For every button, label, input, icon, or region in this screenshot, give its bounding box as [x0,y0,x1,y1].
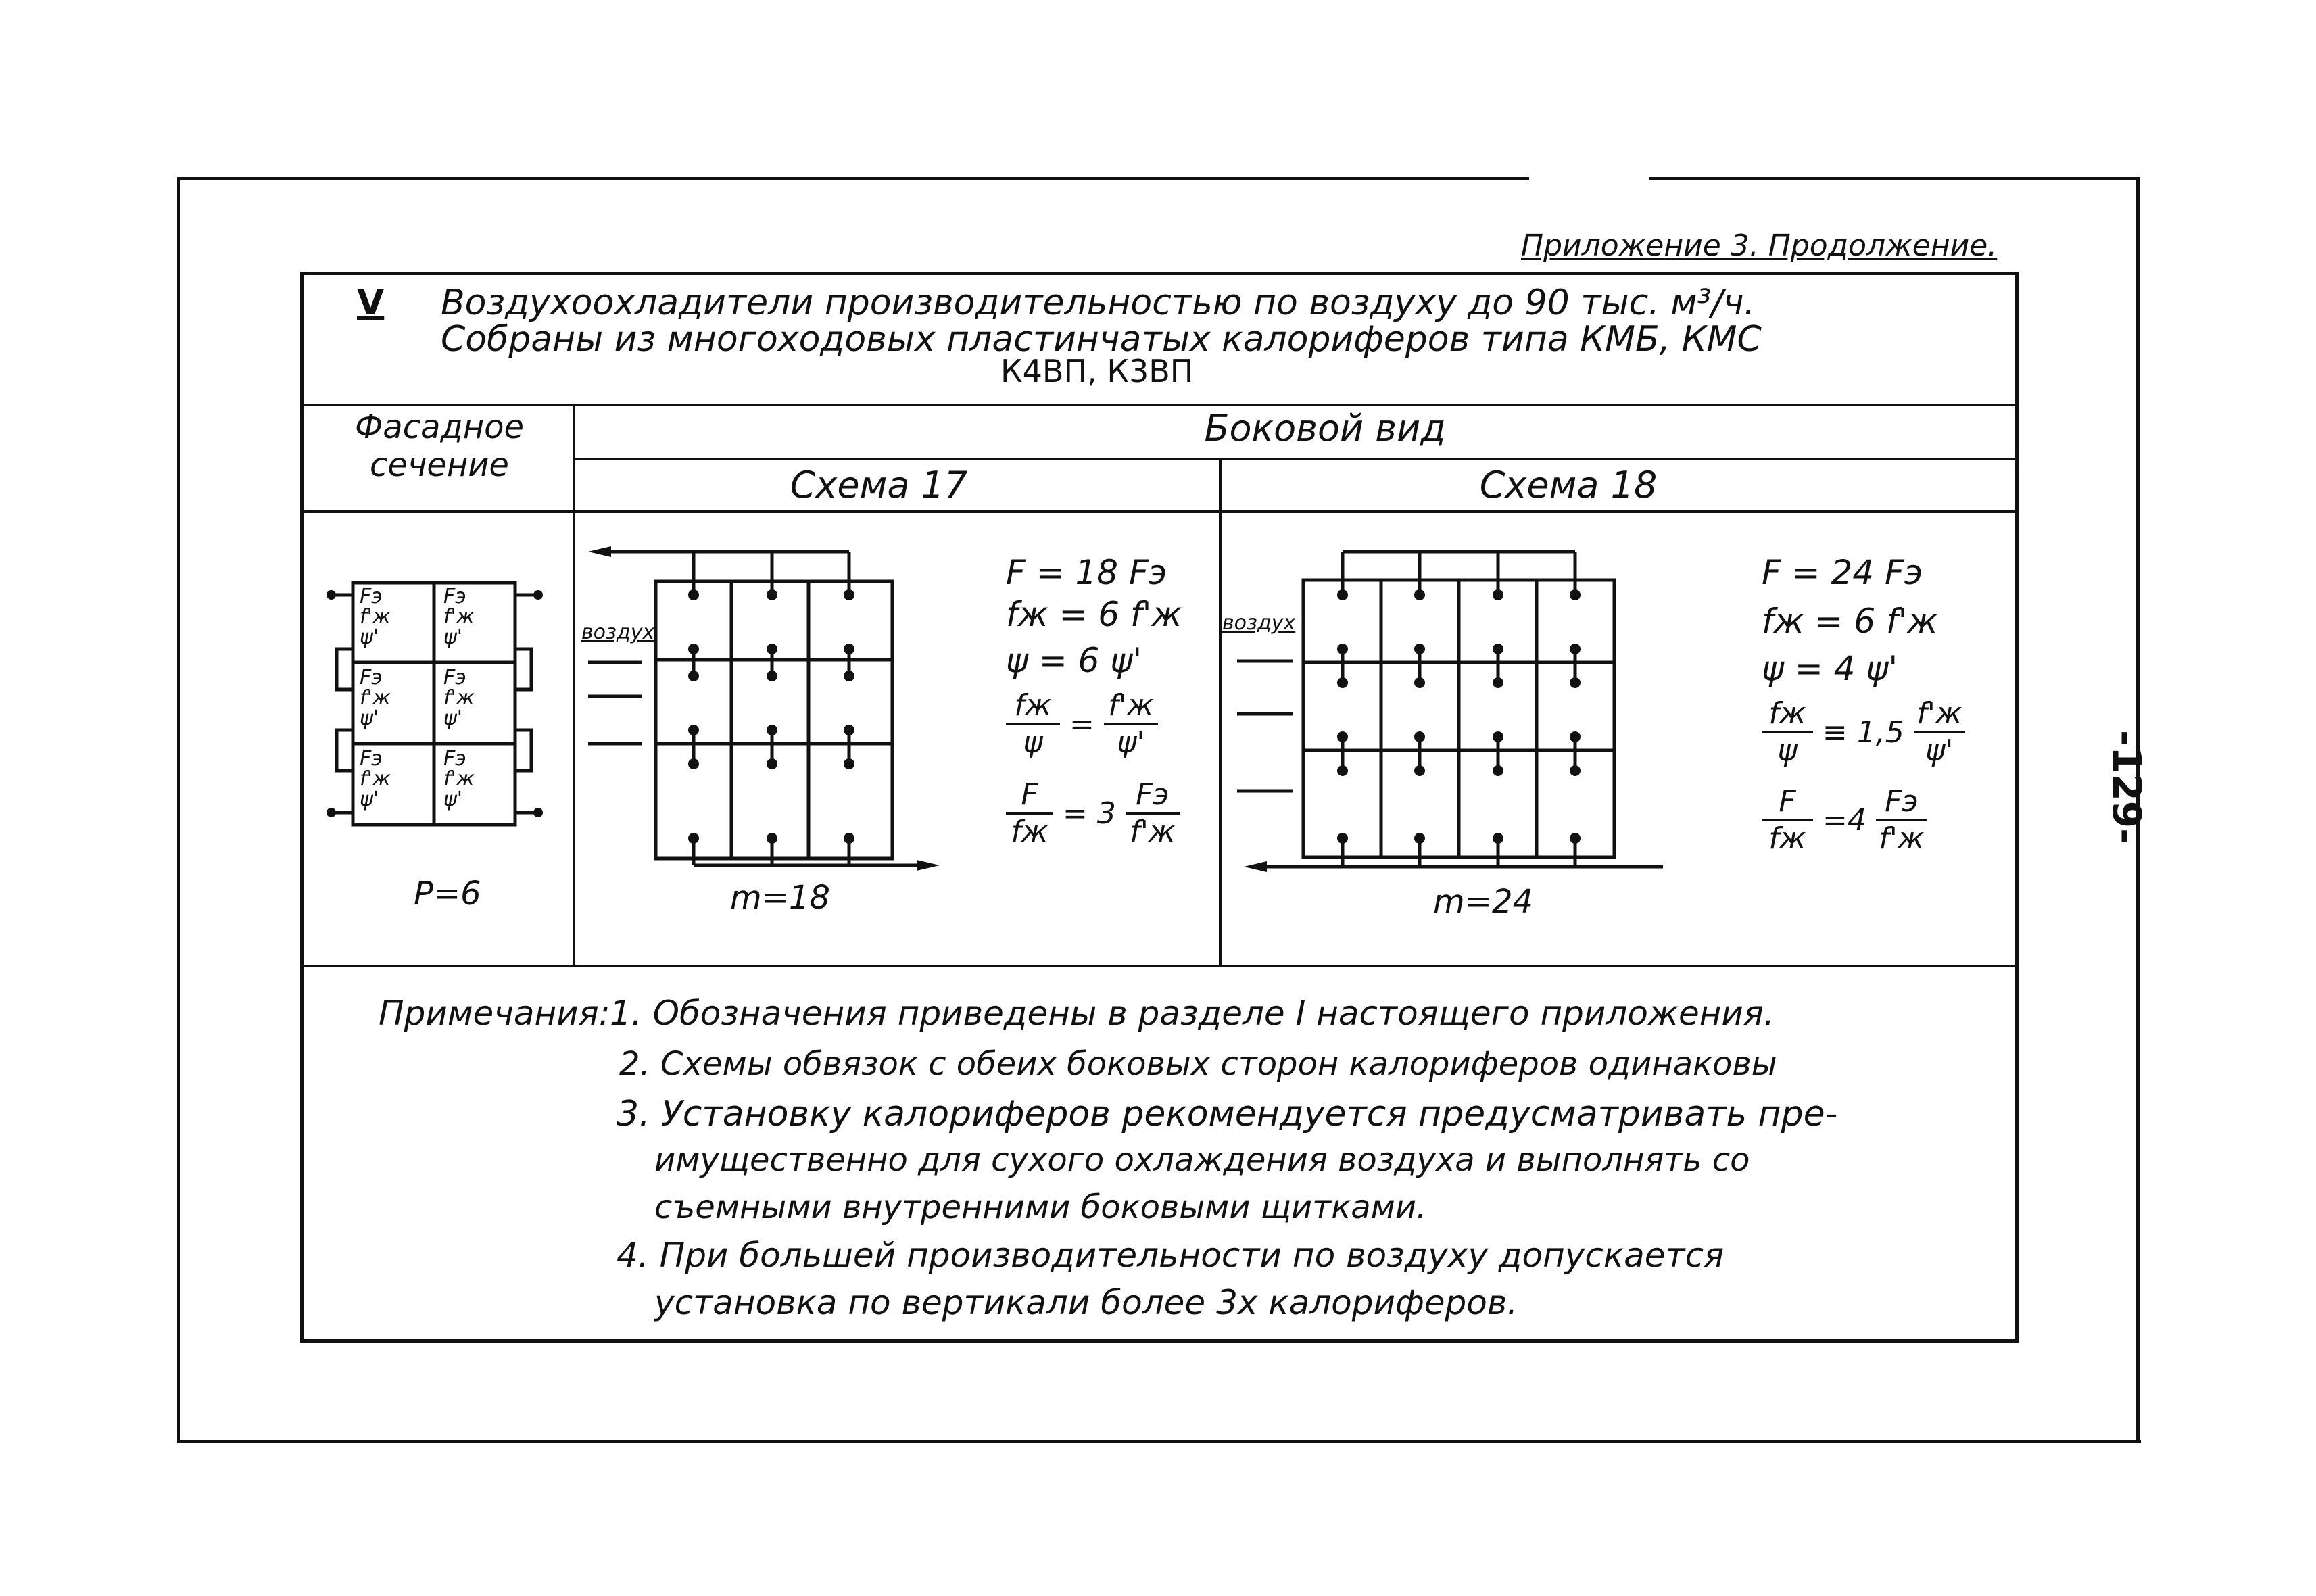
note-1: 1. Обозначения приведены в разделе I настоящего приложения. [610,994,1775,1033]
scheme17-formula-1: F = 18 Fэ [1006,553,1167,592]
scheme18-formula-4: fж ψ ≡ 1,5 f'ж ψ' [1762,696,1965,768]
scheme17-formula-3: ψ = 6 ψ' [1006,641,1142,680]
facade-cell-1: Fэ f'ж ψ' [360,585,391,649]
note-4a: 4. При большей производительности по воздуху допускается [617,1236,1724,1275]
scheme18-air-label: воздух [1222,611,1296,635]
section-number: V [357,283,385,323]
facade-p-label: P=6 [414,875,481,913]
scheme18-formula-3: ψ = 4 ψ' [1762,649,1898,688]
scheme18-formula-1: F = 24 Fэ [1762,553,1923,592]
header-facade: Фасадное сечение [354,408,524,484]
note-2: 2. Схемы обвязок с обеих боковых сторон калориферов одинаковы [619,1045,1777,1083]
scheme18-drawing [1217,541,1690,892]
appendix-note: Приложение 3. Продолжение. [1521,228,1998,263]
notes-label: Примечания: [379,994,610,1033]
row-divider-title [304,404,2015,406]
scheme17-m-label: m=18 [730,879,831,917]
scheme17-formula-4: fж ψ = f'ж ψ' [1006,688,1158,760]
row-divider-notes [304,965,2015,967]
facade-section-drawing [324,568,554,852]
facade-cell-5: Fэ f'ж ψ' [360,747,391,811]
scheme17-formula-5: F fж = 3 Fэ f'ж [1006,777,1180,849]
scheme17-air-label: воздух [581,621,655,644]
note-3b: имущественно для сухого охлаждения воздуха и выполнять со [654,1141,1750,1179]
section-title-line3: К4ВП, К3ВП [1000,353,1194,389]
note-4b: установка по вертикали более 3х калориферов. [654,1283,1518,1322]
header-scheme17: Схема 17 [790,464,968,506]
scheme18-formula-2: fж = 6 f'ж [1762,602,1938,641]
header-scheme18: Схема 18 [1479,464,1658,506]
facade-cell-4: Fэ f'ж ψ' [443,666,475,730]
note-3a: 3. Установку калориферов рекомендуется предусматривать пре- [617,1094,1838,1134]
note-3c: съемными внутренними боковыми щитками. [654,1188,1427,1226]
row-divider-header [304,510,2015,513]
scheme17-formula-2: fж = 6 f'ж [1006,595,1182,634]
facade-cell-3: Fэ f'ж ψ' [360,666,391,730]
page-number: -129- [2104,730,2150,845]
scheme18-m-label: m=24 [1433,883,1534,921]
scheme17-drawing [581,541,960,879]
col-divider-facade [573,404,575,965]
section-title-line1: Воздухоохладители производительностью по воздуху до 90 тыс. м³/ч. [441,283,1756,323]
row-divider-sideview [575,458,2015,460]
facade-cell-6: Fэ f'ж ψ' [443,747,475,811]
scheme18-formula-5: F fж =4 Fэ f'ж [1762,784,1927,856]
section-title-line2: Собраны из многоходовых пластинчатых калориферов типа КМБ, КМС [441,319,1762,360]
header-side-view: Боковой вид [1204,407,1446,450]
facade-cell-2: Fэ f'ж ψ' [443,585,475,649]
